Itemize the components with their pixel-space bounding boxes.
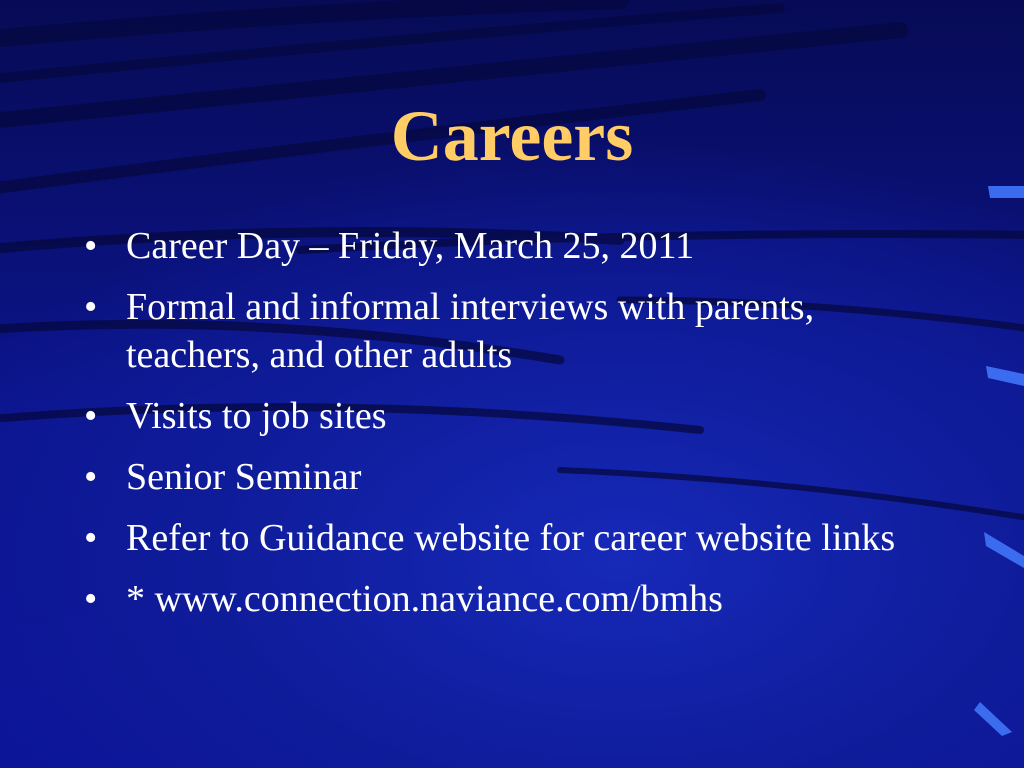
bullet-item: [84, 575, 944, 623]
bullet-glyph: •: [84, 286, 98, 328]
accent-dashes: [974, 186, 1024, 736]
bullet-item: [84, 222, 944, 270]
bullet-glyph: •: [84, 395, 98, 437]
bullet-text: Senior Seminar: [126, 456, 362, 498]
bullet-item: [84, 283, 944, 379]
bullet-list: [84, 222, 944, 636]
bullet-text: Refer to Guidance website for career website links: [126, 517, 896, 559]
bullet-glyph: •: [84, 578, 98, 620]
bullet-text: Formal and informal interviews with parents, teachers, and other adults: [126, 286, 815, 376]
bullet-item: [84, 392, 944, 440]
bullet-glyph: •: [84, 456, 98, 498]
bullet-text: * www.connection.naviance.com/bmhs: [126, 578, 723, 620]
bullet-glyph: •: [84, 225, 98, 267]
bullet-item: [84, 453, 944, 501]
slide-title: Careers: [390, 96, 634, 176]
bullet-text: Career Day – Friday, March 25, 2011: [126, 225, 695, 267]
bullet-glyph: •: [84, 517, 98, 559]
bullet-text: Visits to job sites: [126, 395, 387, 437]
bullet-item: [84, 514, 944, 562]
